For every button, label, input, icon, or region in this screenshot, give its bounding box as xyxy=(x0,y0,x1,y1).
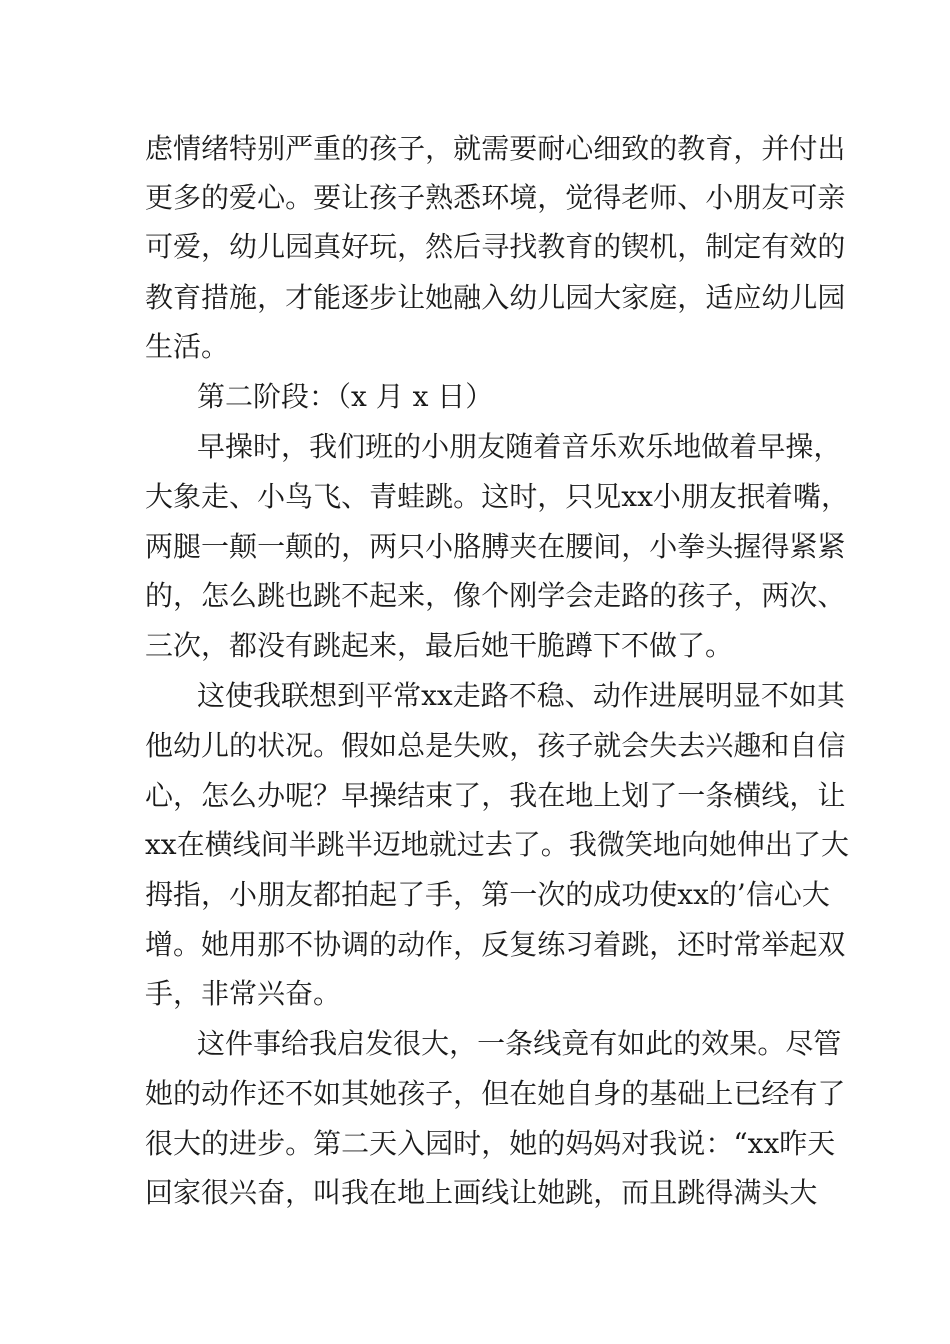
text-line: 虑 情 绪 特 别 严 重 的 孩 子 ， 就 需 要 耐 心 细 致 的 教 育 ， 并 付 出 xyxy=(145,132,846,165)
text-line: 回 家 很 兴 奋 ， 叫 我 在 地 上 画 线 让 她 跳 ， 而 且 跳 得 满 头 大 xyxy=(145,1176,818,1209)
text-line: 两 腿 一 颠 一 颠 的 ， 两 只 小 胳 膊 夹 在 腰 间 ， 小 拳 头 握 得 紧 紧 xyxy=(145,530,846,563)
section-heading: 第二阶段：（x 月 x 日） xyxy=(197,380,494,413)
text-line: 可 爱 ， 幼 儿 园 真 好 玩 ， 然 后 寻 找 教 育 的 锲 机 ， 制 定 有 效 的 xyxy=(145,230,846,263)
text-line: 他 幼 儿 的 状 况 。 假 如 总 是 失 败 ， 孩 子 就 会 失 去 兴 趣 和 自 信 xyxy=(145,729,846,762)
text-line: 拇 指 ， 小 朋 友 都 拍 起 了 手 ， 第 一 次 的 成 功 使 x x 的 ’ 信 心 大 xyxy=(145,878,830,911)
text-line: 这 使 我 联 想 到 平 常 x x 走 路 不 稳 、 动 作 进 展 明 显 不 如 其 xyxy=(197,679,845,712)
text-line: 很 大 的 进 步 。 第 二 天 入 园 时 ， 她 的 妈 妈 对 我 说 ： “ x x 昨 天 xyxy=(145,1127,836,1160)
text-line: 三次，都没有跳起来，最后她干脆蹲下不做了。 xyxy=(145,629,734,662)
text-line: 早 操 时 ， 我 们 班 的 小 朋 友 随 着 音 乐 欢 乐 地 做 着 早 操 ， xyxy=(197,430,842,463)
text-line: 更 多 的 爱 心 。 要 让 孩 子 熟 悉 环 境 ， 觉 得 老 师 、 小 朋 友 可 亲 xyxy=(145,181,846,214)
text-line: 这 件 事 给 我 启 发 很 大 ， 一 条 线 竟 有 如 此 的 效 果 。 尽 管 xyxy=(197,1027,842,1060)
text-line: 大 象 走 、 小 鸟 飞 、 青 蛙 跳 。 这 时 ， 只 见 x x 小 朋 友 抿 着 嘴 ， xyxy=(145,480,849,513)
text-line: 手，非常兴奋。 xyxy=(145,977,342,1010)
text-line: 心 ， 怎 么 办 呢 ？ 早 操 结 束 了 ， 我 在 地 上 划 了 一 条 横 线 ， 让 xyxy=(145,779,846,812)
text-line: 的 ， 怎 么 跳 也 跳 不 起 来 ， 像 个 刚 学 会 走 路 的 孩 子 ， 两 次 、 xyxy=(145,579,846,612)
text-line: x x 在 横 线 间 半 跳 半 迈 地 就 过 去 了 。 我 微 笑 地 向 她 伸 出 了 大 xyxy=(145,828,849,861)
text-line: 生活。 xyxy=(145,330,230,363)
text-line: 增 。 她 用 那 不 协 调 的 动 作 ， 反 复 练 习 着 跳 ， 还 时 常 举 起 双 xyxy=(145,928,846,961)
text-line: 教 育 措 施 ， 才 能 逐 步 让 她 融 入 幼 儿 园 大 家 庭 ， 适 应 幼 儿 园 xyxy=(145,281,846,314)
text-line: 她 的 动 作 还 不 如 其 她 孩 子 ， 但 在 她 自 身 的 基 础 上 已 经 有 了 xyxy=(145,1077,846,1110)
